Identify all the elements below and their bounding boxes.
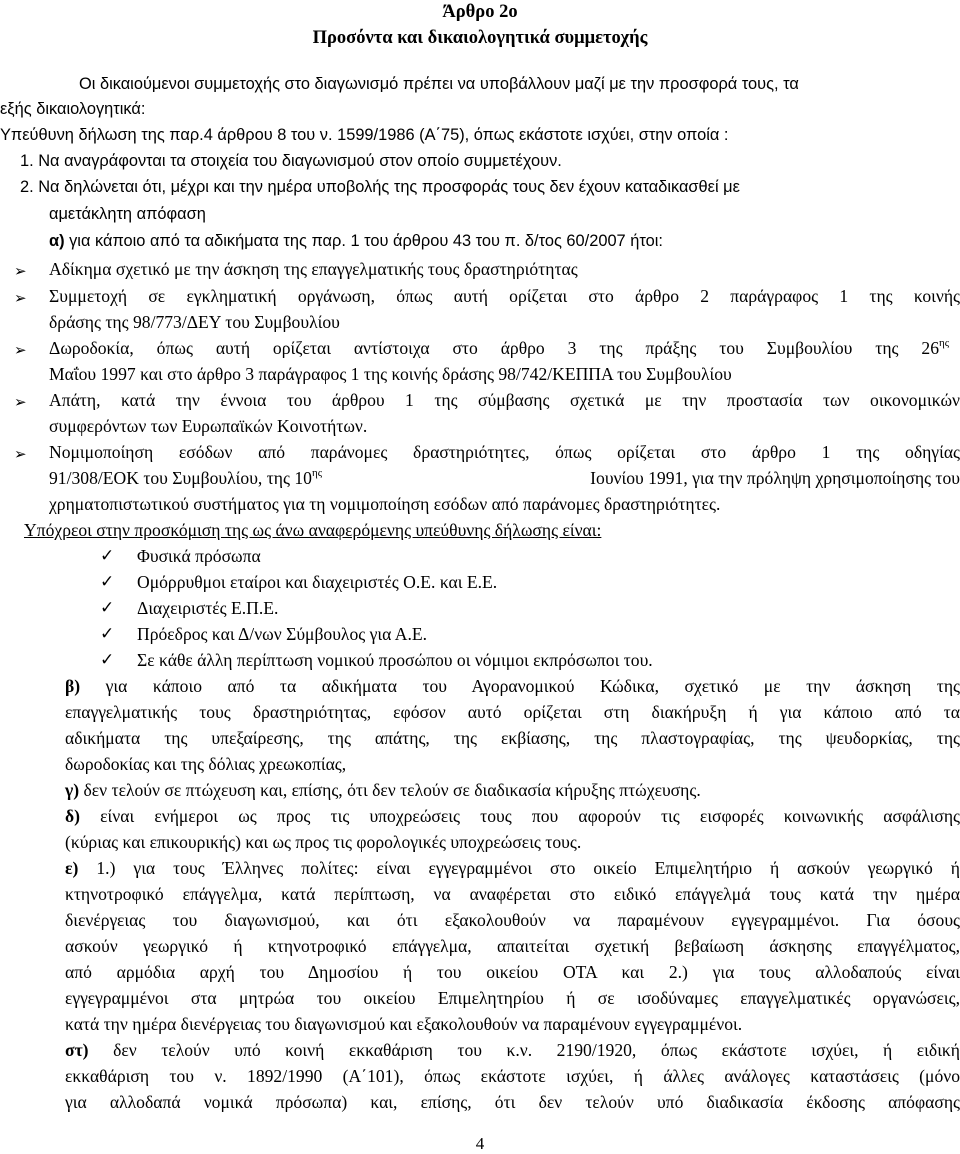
epsilon-line-7: κατά την ημέρα διενέργειας του διαγωνισμού και εξακολουθούν να παραμένουν εγγεγραμμένοι. [65, 1014, 743, 1034]
beta-line-4: δωροδοκίας και της δόλιας χρεωκοπίας, [65, 754, 347, 774]
epsilon-line-3: διενέργειας του διαγωνισμού, και ότι εξακολουθούν να παραμένουν εγγεγραμμένοι. Για όσους [65, 910, 960, 930]
arrow-bullet-icon: ➢ [14, 341, 27, 359]
arrow-item-5-line-2: 91/308/ΕΟΚ του Συμβουλίου, της $10^{\eta\varsigma}$ Ιουνίου 1991, για την πρόληψη χρησιμοποίησης του [49, 467, 960, 488]
arrow-bullet-icon: ➢ [14, 445, 27, 463]
delta-line-2: (κύριας και επικουρικής) και ως προς τις φορολογικές υποχρεώσεις τους. [65, 832, 582, 852]
obliged-item-5: Σε κάθε άλλη περίπτωση νομικού προσώπου οι νόμιμοι εκπρόσωποι του. [137, 650, 653, 670]
article-subtitle: Προσόντα και δικαιολογητικά συμμετοχής [312, 28, 648, 48]
arrow-bullet-icon: ➢ [14, 393, 27, 411]
obliged-item-3: Διαχειριστές Ε.Π.Ε. [137, 598, 279, 618]
arrow-item-1: Αδίκημα σχετικό με την άσκηση της επαγγελματικής τους δραστηριότητας [49, 259, 578, 279]
checkmark-icon: ✓ [100, 598, 115, 618]
gamma-line-1: γ) δεν τελούν σε πτώχευση και, επίσης, ότι δεν τελούν σε διαδικασία κήρυξης πτώχευσης. [65, 780, 701, 800]
arrow-item-4-line-1: Απάτη, κατά την έννοια του άρθρου 1 της σύμβασης σχετικά με την προστασία των οικονομικών [49, 390, 960, 410]
checkmark-icon: ✓ [100, 572, 115, 592]
epsilon-line-6: εγγεγραμμένοι στα μητρώα του οικείου Επιμελητηρίου ή σε ισοδύναμες επαγγελματικές οργανώσεις, [65, 988, 960, 1008]
beta-line-1: β) για κάποιο από τα αδικήματα του Αγορανομικού Κώδικα, σχετικό με την άσκηση της [65, 676, 960, 696]
epsilon-line-1: ε) 1.) για τους Έλληνες πολίτες: είναι εγγεγραμμένοι στο οικείο Επιμελητήριο ή ασκούν γεωργικό ή [65, 858, 960, 878]
intro-line-3: Υπεύθυνη δήλωση της παρ.4 άρθρου 8 του ν. 1599/1986 (Α΄75), όπως εκάστοτε ισχύει, στην οποία : [0, 126, 729, 144]
arrow-item-4-line-2: συμφερόντων των Ευρωπαϊκών Κοινοτήτων. [49, 416, 368, 436]
arrow-item-2-line-2: δράσης της 98/773/ΔΕΥ του Συμβουλίου [49, 312, 340, 332]
arrow-item-5-line-3: χρηματοπιστωτικού συστήματος για τη νομιμοποίηση εσόδων από παράνομες δραστηριότητες. [49, 494, 721, 514]
epsilon-line-5: από αρμόδια αρχή του Δημοσίου ή του οικείου ΟΤΑ και 2.) για τους αλλοδαπούς είναι [65, 962, 960, 982]
beta-line-3: αδικήματα της υπεξαίρεσης, της απάτης, της εκβίασης, της πλαστογραφίας, της ψευδορκίας, της [65, 728, 960, 748]
obliged-item-2: Ομόρρυθμοι εταίροι και διαχειριστές Ο.Ε. και Ε.Ε. [137, 572, 498, 592]
delta-line-1: δ) είναι ενήμεροι ως προς τις υποχρεώσεις τους που αφορούν τις εισφορές κοινωνικής ασφάλισης [65, 806, 960, 826]
article-title: Άρθρο 2ο [442, 2, 518, 22]
arrow-item-3-line-2: Μαΐου 1997 και στο άρθρο 3 παράγραφος 1 της κοινής δράσης 98/742/ΚΕΠΠΑ του Συμβουλίου [49, 364, 732, 384]
arrow-item-5-line-1: Νομιμοποίηση εσόδων από παράνομες δραστηριότητες, όπως ορίζεται στο άρθρο 1 της οδηγίας [49, 442, 960, 462]
checkmark-icon: ✓ [100, 624, 115, 644]
intro-line-2: εξής δικαιολογητικά: [0, 100, 146, 118]
st-line-3: για αλλοδαπά νομικά πρόσωπα) και, επίσης, ότι δεν τελούν υπό διαδικασία έκδοσης απόφασης [65, 1092, 960, 1112]
st-line-2: εκκαθάριση του ν. 1892/1990 (Α΄101), όπως εκάστοτε ισχύει, ή άλλες ανάλογες καταστάσεις (μόνο [65, 1066, 960, 1086]
arrow-item-2-line-1: Συμμετοχή σε εγκληματική οργάνωση, όπως αυτή ορίζεται στο άρθρο 2 παράγραφος 1 της κοινής [49, 286, 960, 306]
intro-item-2-line-1: 2. Να δηλώνεται ότι, μέχρι και την ημέρα υποβολής της προσφοράς τους δεν έχουν καταδικασθεί με [20, 178, 740, 196]
obliged-item-1: Φυσικά πρόσωπα [137, 546, 261, 566]
page-number: 4 [475, 1134, 485, 1153]
intro-line-1: Οι δικαιούμενοι συμμετοχής στο διαγωνισμό πρέπει να υποβάλλουν μαζί με την προσφορά τους, τα [79, 75, 799, 93]
alpha-label: α) [49, 232, 65, 250]
arrow-bullet-icon: ➢ [14, 289, 27, 307]
arrow-item-3-line-1: Δωροδοκία, όπως αυτή ορίζεται αντίστοιχα στο άρθρο 3 της πράξης του Συμβουλίου της $26^{\eta\varsigma}$ [49, 337, 950, 358]
obliged-heading: Υπόχρεοι στην προσκόμιση της ως άνω αναφερόμενης υπεύθυνης δήλωσης είναι: [24, 520, 602, 540]
epsilon-line-2: κτηνοτροφικό επάγγελμα, κατά περίπτωση, να αναφέρεται στο ειδικό επάγγελμά τους κατά την ημέρα [65, 884, 960, 904]
st-line-1: στ) δεν τελούν υπό κοινή εκκαθάριση του κ.ν. 2190/1920, όπως εκάστοτε ισχύει, ή ειδική [65, 1040, 960, 1060]
intro-item-2-line-2: αμετάκλητη απόφαση [49, 205, 206, 223]
checkmark-icon: ✓ [100, 650, 115, 670]
intro-item-1: 1. Να αναγράφονται τα στοιχεία του διαγωνισμού στον οποίο συμμετέχουν. [20, 152, 562, 170]
obliged-item-4: Πρόεδρος και Δ/νων Σύμβουλος για Α.Ε. [137, 624, 428, 644]
arrow-bullet-icon: ➢ [14, 262, 27, 280]
alpha-clause [49, 232, 663, 251]
checkmark-icon: ✓ [100, 546, 115, 566]
beta-line-2: επαγγελματικής τους δραστηριότητας, εφόσον αυτό ορίζεται στη διακήρυξη ή για κάποιο από τα [65, 702, 960, 722]
epsilon-line-4: ασκούν γεωργικό ή κτηνοτροφικό επάγγελμα, απαιτείται σχετική βεβαίωση άσκησης επαγγέλματος, [65, 936, 960, 956]
alpha-text: για κάποιο από τα αδικήματα της παρ. 1 του άρθρου 43 του π. δ/τος 60/2007 ήτοι: [64, 232, 663, 250]
